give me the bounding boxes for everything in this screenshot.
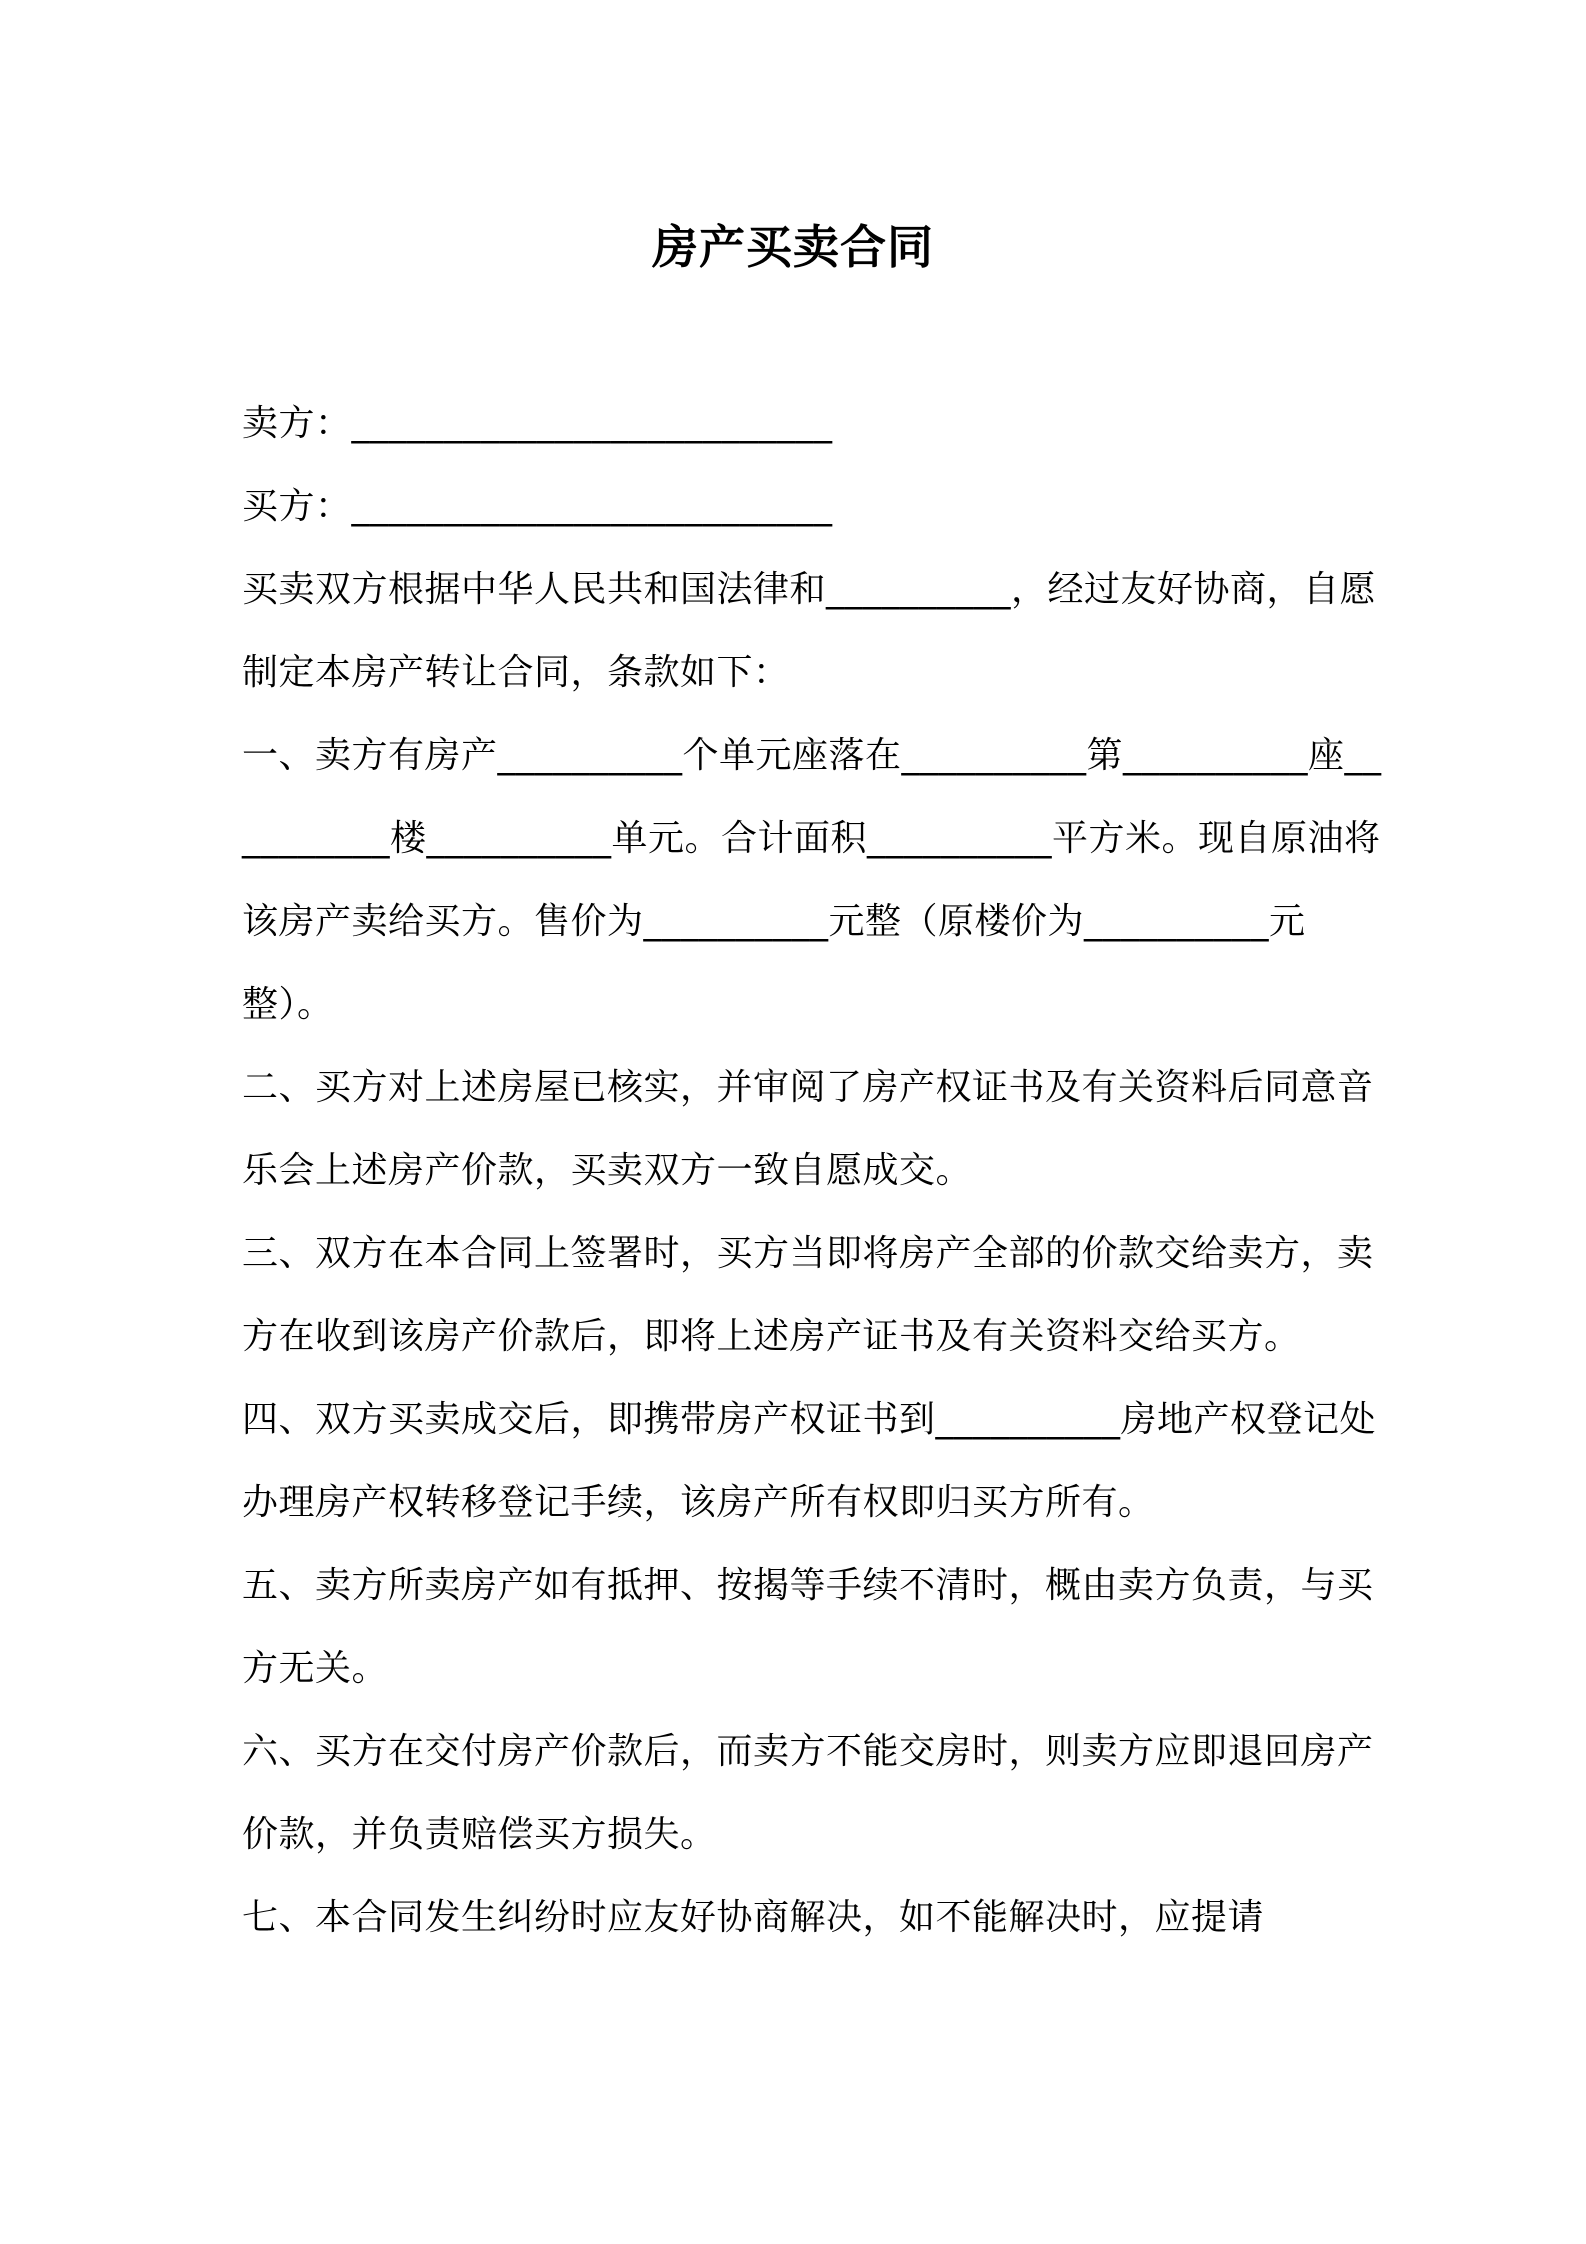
seller-line: 卖方：__________________________ — [242, 403, 833, 444]
clause-5: 五、卖方所卖房产如有抵押、按揭等手续不清时，概由卖方负责，与买方无关。 — [242, 1565, 1374, 1689]
buyer-line: 买方：__________________________ — [242, 486, 833, 527]
title-wrap — [0, 0, 1586, 282]
document-body — [242, 382, 1386, 1959]
clause-3: 三、双方在本合同上签署时，买方当即将房产全部的价款交给卖方，卖方在收到该房产价款后，即将上述房产证书及有关资料交给买方。 — [242, 1233, 1374, 1357]
clause-7: 七、本合同发生纠纷时应友好协商解决，如不能解决时，应提请 — [242, 1897, 1265, 1938]
preamble-paragraph: 买卖双方根据中华人民共和国法律和__________，经过友好协商，自愿制定本房产转让合同，条款如下： — [242, 569, 1377, 693]
clause-4: 四、双方买卖成交后，即携带房产权证书到__________房地产权登记处办理房产权转移登记手续，该房产所有权即归买方所有。 — [242, 1399, 1377, 1523]
clause-1: 一、卖方有房产__________个单元座落在__________第__________座__________楼__________单元。合计面积__________平方米。现自原油将该房产卖给买方。售价为__________元整（原楼价为__________元整）。 — [242, 735, 1382, 1025]
document-title: 房产买卖合同 — [652, 220, 934, 274]
clause-2: 二、买方对上述房屋已核实，并审阅了房产权证书及有关资料后同意音乐会上述房产价款，买卖双方一致自愿成交。 — [242, 1067, 1374, 1191]
clause-6: 六、买方在交付房产价款后，而卖方不能交房时，则卖方应即退回房产价款，并负责赔偿买方损失。 — [242, 1731, 1374, 1855]
